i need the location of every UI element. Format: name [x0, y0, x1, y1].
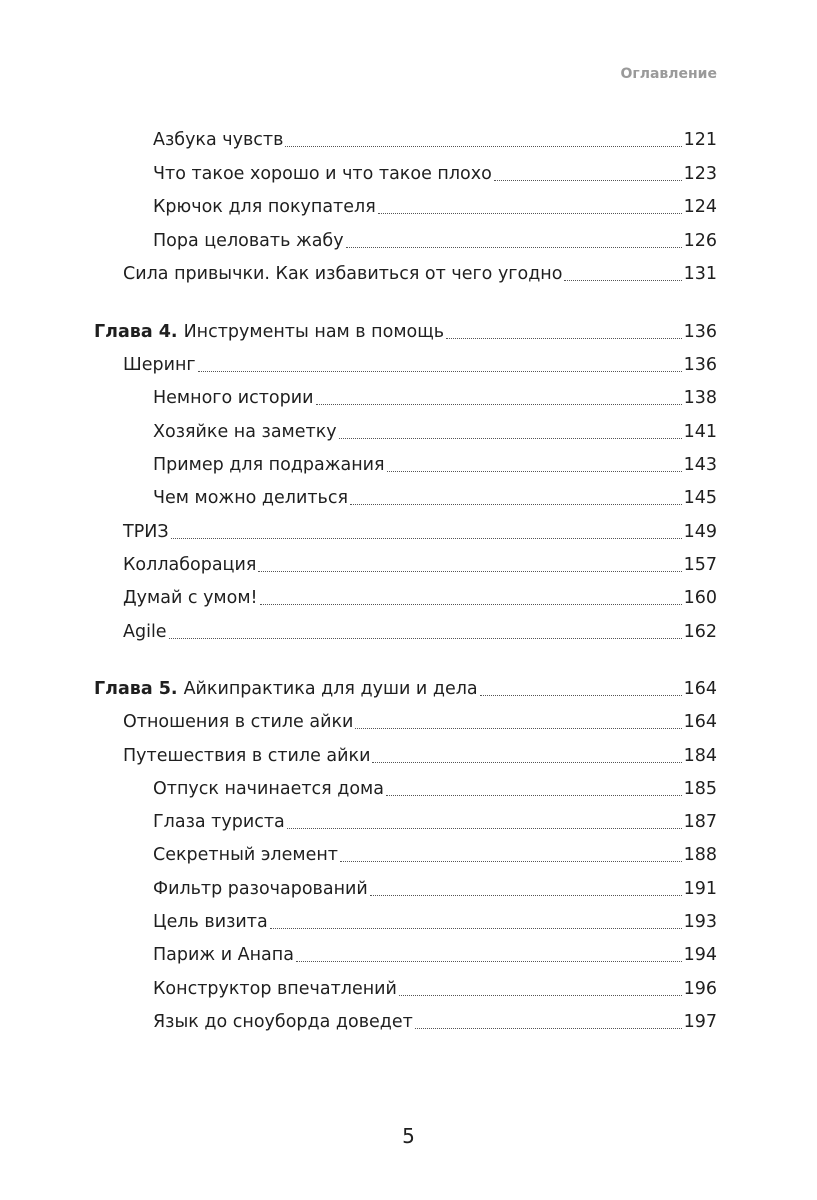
toc-entry [153, 772, 717, 806]
toc-entry-page: 164 [683, 679, 717, 699]
toc-entry-title: Немного истории [153, 388, 314, 408]
toc-entry [153, 190, 717, 224]
toc-entry-title: Хозяйке на заметку [153, 422, 337, 442]
dot-leader [258, 571, 681, 572]
toc-entry-title: Фильтр разочарований [153, 879, 368, 899]
dot-leader [370, 895, 682, 896]
toc-entry [123, 581, 717, 615]
dot-leader [372, 762, 681, 763]
toc-entry-page: 160 [683, 588, 717, 608]
toc-entry-title: Что такое хорошо и что такое плохо [153, 164, 492, 184]
toc-entry-page: 184 [683, 746, 717, 766]
toc-entry-page: 149 [683, 522, 717, 542]
dot-leader [171, 538, 682, 539]
toc-entry-page: 187 [683, 812, 717, 832]
dot-leader [270, 928, 682, 929]
toc-entry [153, 381, 717, 415]
toc-entry-page: 193 [683, 912, 717, 932]
toc-entry-title: Сила привычки. Как избавиться от чего угодно [123, 264, 563, 284]
toc-entry-title: ТРИЗ [123, 522, 169, 542]
dot-leader [296, 961, 682, 962]
toc-entry-title: Пора целовать жабу [153, 231, 344, 251]
toc-entry-title: Цель визита [153, 912, 268, 932]
toc-entry-page: 164 [683, 712, 717, 732]
toc-entry-title: Секретный элемент [153, 845, 338, 865]
dot-leader [480, 695, 682, 696]
toc-entry-title: Азбука чувств [153, 130, 284, 150]
toc-entry-page: 136 [683, 355, 717, 375]
toc-entry-page: 123 [683, 164, 717, 184]
toc-entry-title: Пример для подражания [153, 455, 385, 475]
dot-leader [198, 371, 682, 372]
toc-entry [153, 448, 717, 482]
toc-entry-page: 126 [683, 231, 717, 251]
dot-leader [285, 146, 681, 147]
toc-entry-title: Париж и Анапа [153, 945, 294, 965]
toc-entry-title: Коллаборация [123, 555, 257, 575]
toc-chapter-entry [94, 315, 717, 349]
dot-leader [415, 1028, 682, 1029]
toc-entry-title: Отношения в стиле айки [123, 712, 354, 732]
toc-entry-page: 194 [683, 945, 717, 965]
dot-leader [287, 828, 682, 829]
toc-entry-page: 138 [683, 388, 717, 408]
toc-entry-title: Шеринг [123, 355, 196, 375]
toc-entry-page: 131 [683, 264, 717, 284]
dot-leader [387, 471, 682, 472]
toc-entry [153, 838, 717, 872]
toc-entry-title: Айкипрактика для души и дела [183, 679, 478, 699]
toc-entry [153, 938, 717, 972]
toc-entry-page: 143 [683, 455, 717, 475]
toc-entry-page: 121 [683, 130, 717, 150]
toc-entry-title: Инструменты нам в помощь [183, 322, 445, 342]
dot-leader [316, 404, 682, 405]
dot-leader [350, 504, 682, 505]
dot-leader [260, 604, 682, 605]
toc-entry [153, 123, 717, 157]
running-head: Оглавление [620, 66, 717, 82]
chapter-number: Глава 4. [94, 322, 178, 342]
toc-entry-page: 145 [683, 488, 717, 508]
toc-entry-page: 196 [683, 979, 717, 999]
dot-leader [494, 180, 682, 181]
toc-entry-page: 124 [683, 197, 717, 217]
toc-chapter-entry [94, 672, 717, 706]
toc-entry-title: Язык до сноуборда доведет [153, 1012, 413, 1032]
toc-entry [123, 515, 717, 549]
toc-entry-page: 197 [683, 1012, 717, 1032]
toc-entry-page: 185 [683, 779, 717, 799]
toc-entry-page: 136 [683, 322, 717, 342]
toc-entry [123, 615, 717, 649]
toc-entry [153, 1005, 717, 1039]
toc-entry-page: 162 [683, 622, 717, 642]
toc-entry-title: Глаза туриста [153, 812, 285, 832]
dot-leader [340, 861, 682, 862]
toc-entry-title: Путешествия в стиле айки [123, 746, 371, 766]
toc-entry [123, 739, 717, 773]
page-number: 5 [402, 1124, 415, 1148]
toc-entry-title: Agile [123, 622, 167, 642]
toc-entry-title: Думай с умом! [123, 588, 258, 608]
dot-leader [339, 438, 682, 439]
dot-leader [169, 638, 682, 639]
toc-entry [153, 157, 717, 191]
dot-leader [564, 280, 681, 281]
toc-entry [153, 805, 717, 839]
toc-entry-page: 191 [683, 879, 717, 899]
toc-entry-title: Крючок для покупателя [153, 197, 376, 217]
toc-entry [123, 705, 717, 739]
toc-entry [123, 348, 717, 382]
toc-entry [123, 257, 717, 291]
toc-entry-page: 141 [683, 422, 717, 442]
dot-leader [378, 213, 682, 214]
dot-leader [386, 795, 682, 796]
toc-entry-page: 188 [683, 845, 717, 865]
dot-leader [355, 728, 681, 729]
toc-entry [153, 972, 717, 1006]
toc-entry-page: 157 [683, 555, 717, 575]
toc-entry-title: Чем можно делиться [153, 488, 348, 508]
dot-leader [399, 995, 682, 996]
toc-entry-title: Конструктор впечатлений [153, 979, 397, 999]
toc-entry-title: Отпуск начинается дома [153, 779, 384, 799]
toc-entry [123, 548, 717, 582]
dot-leader [346, 247, 682, 248]
toc-entry [153, 415, 717, 449]
toc-entry [153, 224, 717, 258]
dot-leader [446, 338, 682, 339]
toc-entry [153, 481, 717, 515]
toc-entry [153, 872, 717, 906]
chapter-number: Глава 5. [94, 679, 178, 699]
toc-entry [153, 905, 717, 939]
